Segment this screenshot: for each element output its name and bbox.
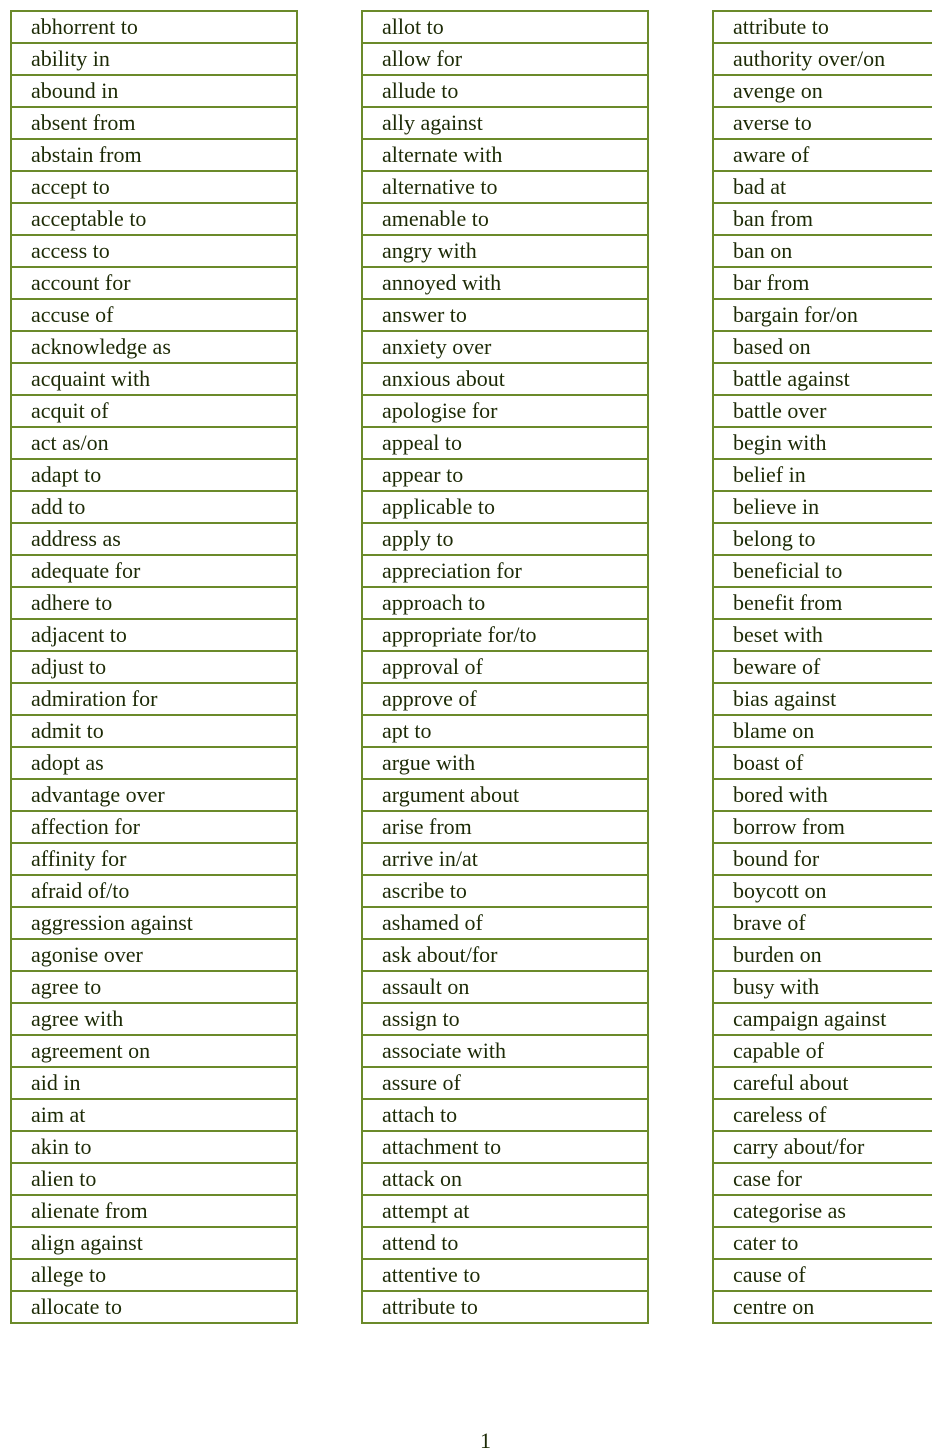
- phrase-cell: appeal to: [362, 427, 648, 459]
- table-row: [11, 1003, 297, 1035]
- table-row: [362, 843, 648, 875]
- table-row: [11, 1099, 297, 1131]
- phrase-cell: admiration for: [11, 683, 297, 715]
- phrase-cell: aim at: [11, 1099, 297, 1131]
- phrase-cell: agonise over: [11, 939, 297, 971]
- phrase-cell: admit to: [11, 715, 297, 747]
- phrase-cell: agreement on: [11, 1035, 297, 1067]
- table-row: [362, 523, 648, 555]
- phrase-cell: annoyed with: [362, 267, 648, 299]
- table-row: [713, 299, 932, 331]
- phrase-cell: associate with: [362, 1035, 648, 1067]
- phrase-cell: advantage over: [11, 779, 297, 811]
- phrase-cell: account for: [11, 267, 297, 299]
- phrase-cell: capable of: [713, 1035, 932, 1067]
- table-row: [362, 107, 648, 139]
- table-row: [11, 1259, 297, 1291]
- table-row: [362, 747, 648, 779]
- table-row: [713, 555, 932, 587]
- table-row: [362, 811, 648, 843]
- table-row: [362, 299, 648, 331]
- table-row: [713, 1067, 932, 1099]
- table-row: [713, 619, 932, 651]
- table-row: [362, 779, 648, 811]
- phrase-cell: adjust to: [11, 651, 297, 683]
- table-row: [713, 459, 932, 491]
- table-row: [11, 1163, 297, 1195]
- phrase-cell: affection for: [11, 811, 297, 843]
- table-row: [11, 747, 297, 779]
- phrase-cell: alternate with: [362, 139, 648, 171]
- phrase-cell: aggression against: [11, 907, 297, 939]
- phrase-cell: appropriate for/to: [362, 619, 648, 651]
- phrase-cell: appear to: [362, 459, 648, 491]
- table-row: [11, 1067, 297, 1099]
- phrase-cell: ascribe to: [362, 875, 648, 907]
- table-row: [362, 395, 648, 427]
- table-row: [362, 1131, 648, 1163]
- table-row: [11, 75, 297, 107]
- table-row: [362, 1035, 648, 1067]
- phrase-cell: abstain from: [11, 139, 297, 171]
- table-row: [11, 811, 297, 843]
- table-row: [11, 779, 297, 811]
- table-row: [713, 779, 932, 811]
- phrase-cell: attentive to: [362, 1259, 648, 1291]
- table-row: [362, 939, 648, 971]
- phrase-cell: beware of: [713, 651, 932, 683]
- table-row: [713, 491, 932, 523]
- phrase-cell: authority over/on: [713, 43, 932, 75]
- table-row: [11, 203, 297, 235]
- table-row: [362, 1195, 648, 1227]
- phrase-cell: adopt as: [11, 747, 297, 779]
- table-row: [713, 1131, 932, 1163]
- table-row: [11, 619, 297, 651]
- table-row: [11, 1035, 297, 1067]
- table-row: [362, 331, 648, 363]
- table-row: [713, 43, 932, 75]
- phrase-table-column-1: [10, 10, 298, 1324]
- phrase-cell: approve of: [362, 683, 648, 715]
- table-row: [713, 11, 932, 43]
- table-row: [362, 459, 648, 491]
- table-row: [362, 1291, 648, 1323]
- phrase-cell: ban from: [713, 203, 932, 235]
- table-row: [362, 715, 648, 747]
- table-row: [362, 1003, 648, 1035]
- phrase-cell: ask about/for: [362, 939, 648, 971]
- table-row: [713, 523, 932, 555]
- phrase-cell: applicable to: [362, 491, 648, 523]
- phrase-cell: categorise as: [713, 1195, 932, 1227]
- table-row: [362, 363, 648, 395]
- phrase-cell: bad at: [713, 171, 932, 203]
- phrase-cell: beneficial to: [713, 555, 932, 587]
- phrase-cell: based on: [713, 331, 932, 363]
- phrase-cell: bias against: [713, 683, 932, 715]
- table-row: [713, 107, 932, 139]
- table-row: [11, 1291, 297, 1323]
- phrase-cell: bargain for/on: [713, 299, 932, 331]
- phrase-cell: assure of: [362, 1067, 648, 1099]
- table-row: [713, 1099, 932, 1131]
- phrase-cell: approach to: [362, 587, 648, 619]
- table-row: [362, 1163, 648, 1195]
- phrase-cell: arise from: [362, 811, 648, 843]
- phrase-cell: battle against: [713, 363, 932, 395]
- table-row: [11, 43, 297, 75]
- table-row: [362, 267, 648, 299]
- table-row: [713, 1003, 932, 1035]
- table-row: [362, 619, 648, 651]
- table-row: [11, 843, 297, 875]
- table-row: [362, 75, 648, 107]
- table-row: [713, 139, 932, 171]
- phrase-cell: afraid of/to: [11, 875, 297, 907]
- table-row: [11, 683, 297, 715]
- phrase-cell: answer to: [362, 299, 648, 331]
- phrase-cell: allot to: [362, 11, 648, 43]
- phrase-cell: ability in: [11, 43, 297, 75]
- table-row: [11, 331, 297, 363]
- phrase-cell: approval of: [362, 651, 648, 683]
- phrase-cell: attack on: [362, 1163, 648, 1195]
- phrase-cell: address as: [11, 523, 297, 555]
- phrase-cell: ally against: [362, 107, 648, 139]
- phrase-cell: careful about: [713, 1067, 932, 1099]
- phrase-cell: accuse of: [11, 299, 297, 331]
- phrase-cell: agree with: [11, 1003, 297, 1035]
- phrase-cell: act as/on: [11, 427, 297, 459]
- table-row: [362, 43, 648, 75]
- phrase-cell: ban on: [713, 235, 932, 267]
- phrase-cell: believe in: [713, 491, 932, 523]
- table-row: [713, 75, 932, 107]
- table-row: [362, 1259, 648, 1291]
- table-row: [362, 651, 648, 683]
- phrase-cell: aid in: [11, 1067, 297, 1099]
- phrase-cell: affinity for: [11, 843, 297, 875]
- phrase-cell: apply to: [362, 523, 648, 555]
- table-row: [11, 299, 297, 331]
- phrase-cell: boast of: [713, 747, 932, 779]
- phrase-cell: boycott on: [713, 875, 932, 907]
- table-row: [362, 1067, 648, 1099]
- table-row: [362, 491, 648, 523]
- table-row: [362, 683, 648, 715]
- table-row: [713, 747, 932, 779]
- table-row: [713, 395, 932, 427]
- table-row: [713, 683, 932, 715]
- table-row: [11, 651, 297, 683]
- phrase-cell: benefit from: [713, 587, 932, 619]
- phrase-cell: argument about: [362, 779, 648, 811]
- table-row: [11, 491, 297, 523]
- table-row: [11, 427, 297, 459]
- phrase-cell: accept to: [11, 171, 297, 203]
- table-row: [713, 1163, 932, 1195]
- phrase-cell: adapt to: [11, 459, 297, 491]
- table-row: [713, 811, 932, 843]
- table-row: [11, 107, 297, 139]
- table-row: [362, 587, 648, 619]
- phrase-cell: carry about/for: [713, 1131, 932, 1163]
- table-row: [11, 1131, 297, 1163]
- table-row: [362, 1099, 648, 1131]
- phrase-cell: allocate to: [11, 1291, 297, 1323]
- phrase-cell: abhorrent to: [11, 11, 297, 43]
- table-row: [713, 331, 932, 363]
- page-number: 1: [480, 1428, 491, 1453]
- phrase-cell: align against: [11, 1227, 297, 1259]
- table-row: [713, 1227, 932, 1259]
- table-row: [362, 11, 648, 43]
- table-row: [362, 203, 648, 235]
- table-row: [11, 267, 297, 299]
- table-row: [713, 1259, 932, 1291]
- table-row: [713, 907, 932, 939]
- table-row: [11, 971, 297, 1003]
- phrase-cell: adequate for: [11, 555, 297, 587]
- table-row: [713, 235, 932, 267]
- phrase-cell: abound in: [11, 75, 297, 107]
- phrase-cell: assign to: [362, 1003, 648, 1035]
- phrase-cell: attachment to: [362, 1131, 648, 1163]
- phrase-cell: bar from: [713, 267, 932, 299]
- table-row: [11, 139, 297, 171]
- phrase-cell: campaign against: [713, 1003, 932, 1035]
- table-row: [713, 1195, 932, 1227]
- table-row: [11, 523, 297, 555]
- phrase-cell: adjacent to: [11, 619, 297, 651]
- phrase-cell: angry with: [362, 235, 648, 267]
- phrase-cell: cater to: [713, 1227, 932, 1259]
- phrase-cell: alien to: [11, 1163, 297, 1195]
- table-row: [11, 1195, 297, 1227]
- phrase-cell: argue with: [362, 747, 648, 779]
- table-row: [362, 427, 648, 459]
- table-row: [713, 267, 932, 299]
- table-row: [11, 363, 297, 395]
- phrase-cell: centre on: [713, 1291, 932, 1323]
- phrase-cell: amenable to: [362, 203, 648, 235]
- table-row: [11, 395, 297, 427]
- table-row: [713, 587, 932, 619]
- phrase-cell: belong to: [713, 523, 932, 555]
- phrase-cell: belief in: [713, 459, 932, 491]
- phrase-cell: anxious about: [362, 363, 648, 395]
- phrase-cell: assault on: [362, 971, 648, 1003]
- table-row: [362, 875, 648, 907]
- phrase-cell: access to: [11, 235, 297, 267]
- phrase-cell: attach to: [362, 1099, 648, 1131]
- phrase-cell: apt to: [362, 715, 648, 747]
- phrase-cell: busy with: [713, 971, 932, 1003]
- table-row: [713, 203, 932, 235]
- table-row: [11, 11, 297, 43]
- phrase-cell: begin with: [713, 427, 932, 459]
- phrase-cell: appreciation for: [362, 555, 648, 587]
- phrase-cell: careless of: [713, 1099, 932, 1131]
- table-row: [11, 171, 297, 203]
- table-row: [713, 363, 932, 395]
- phrase-cell: beset with: [713, 619, 932, 651]
- table-row: [713, 939, 932, 971]
- phrase-cell: acquaint with: [11, 363, 297, 395]
- table-row: [362, 907, 648, 939]
- phrase-cell: ashamed of: [362, 907, 648, 939]
- table-row: [713, 171, 932, 203]
- phrase-cell: acknowledge as: [11, 331, 297, 363]
- table-row: [362, 171, 648, 203]
- table-row: [362, 971, 648, 1003]
- phrase-cell: arrive in/at: [362, 843, 648, 875]
- phrase-cell: attend to: [362, 1227, 648, 1259]
- table-row: [713, 427, 932, 459]
- table-row: [11, 939, 297, 971]
- phrase-cell: akin to: [11, 1131, 297, 1163]
- phrase-cell: allege to: [11, 1259, 297, 1291]
- phrase-table-column-3: [712, 10, 932, 1324]
- table-row: [11, 907, 297, 939]
- phrase-cell: add to: [11, 491, 297, 523]
- table-row: [11, 235, 297, 267]
- table-row: [362, 1227, 648, 1259]
- phrase-cell: anxiety over: [362, 331, 648, 363]
- phrase-cell: burden on: [713, 939, 932, 971]
- phrase-cell: aware of: [713, 139, 932, 171]
- table-row: [11, 587, 297, 619]
- phrase-cell: agree to: [11, 971, 297, 1003]
- phrase-cell: alternative to: [362, 171, 648, 203]
- table-row: [362, 139, 648, 171]
- phrase-cell: attribute to: [362, 1291, 648, 1323]
- table-row: [713, 971, 932, 1003]
- phrase-cell: apologise for: [362, 395, 648, 427]
- phrase-cell: bored with: [713, 779, 932, 811]
- phrase-cell: bound for: [713, 843, 932, 875]
- phrase-cell: battle over: [713, 395, 932, 427]
- phrase-cell: blame on: [713, 715, 932, 747]
- table-row: [713, 1291, 932, 1323]
- phrase-cell: adhere to: [11, 587, 297, 619]
- table-row: [713, 875, 932, 907]
- phrase-cell: absent from: [11, 107, 297, 139]
- phrase-cell: allow for: [362, 43, 648, 75]
- table-row: [713, 843, 932, 875]
- phrase-cell: attribute to: [713, 11, 932, 43]
- table-row: [11, 459, 297, 491]
- phrase-cell: avenge on: [713, 75, 932, 107]
- table-row: [11, 715, 297, 747]
- phrase-cell: acquit of: [11, 395, 297, 427]
- table-row: [362, 235, 648, 267]
- table-row: [11, 555, 297, 587]
- phrase-cell: acceptable to: [11, 203, 297, 235]
- table-row: [362, 555, 648, 587]
- phrase-cell: brave of: [713, 907, 932, 939]
- phrase-cell: averse to: [713, 107, 932, 139]
- phrase-cell: case for: [713, 1163, 932, 1195]
- phrase-cell: borrow from: [713, 811, 932, 843]
- table-row: [11, 1227, 297, 1259]
- table-row: [713, 651, 932, 683]
- table-row: [11, 875, 297, 907]
- table-row: [713, 1035, 932, 1067]
- phrase-cell: attempt at: [362, 1195, 648, 1227]
- phrase-cell: allude to: [362, 75, 648, 107]
- phrase-cell: alienate from: [11, 1195, 297, 1227]
- phrase-table-column-2: [361, 10, 649, 1324]
- table-row: [713, 715, 932, 747]
- phrase-cell: cause of: [713, 1259, 932, 1291]
